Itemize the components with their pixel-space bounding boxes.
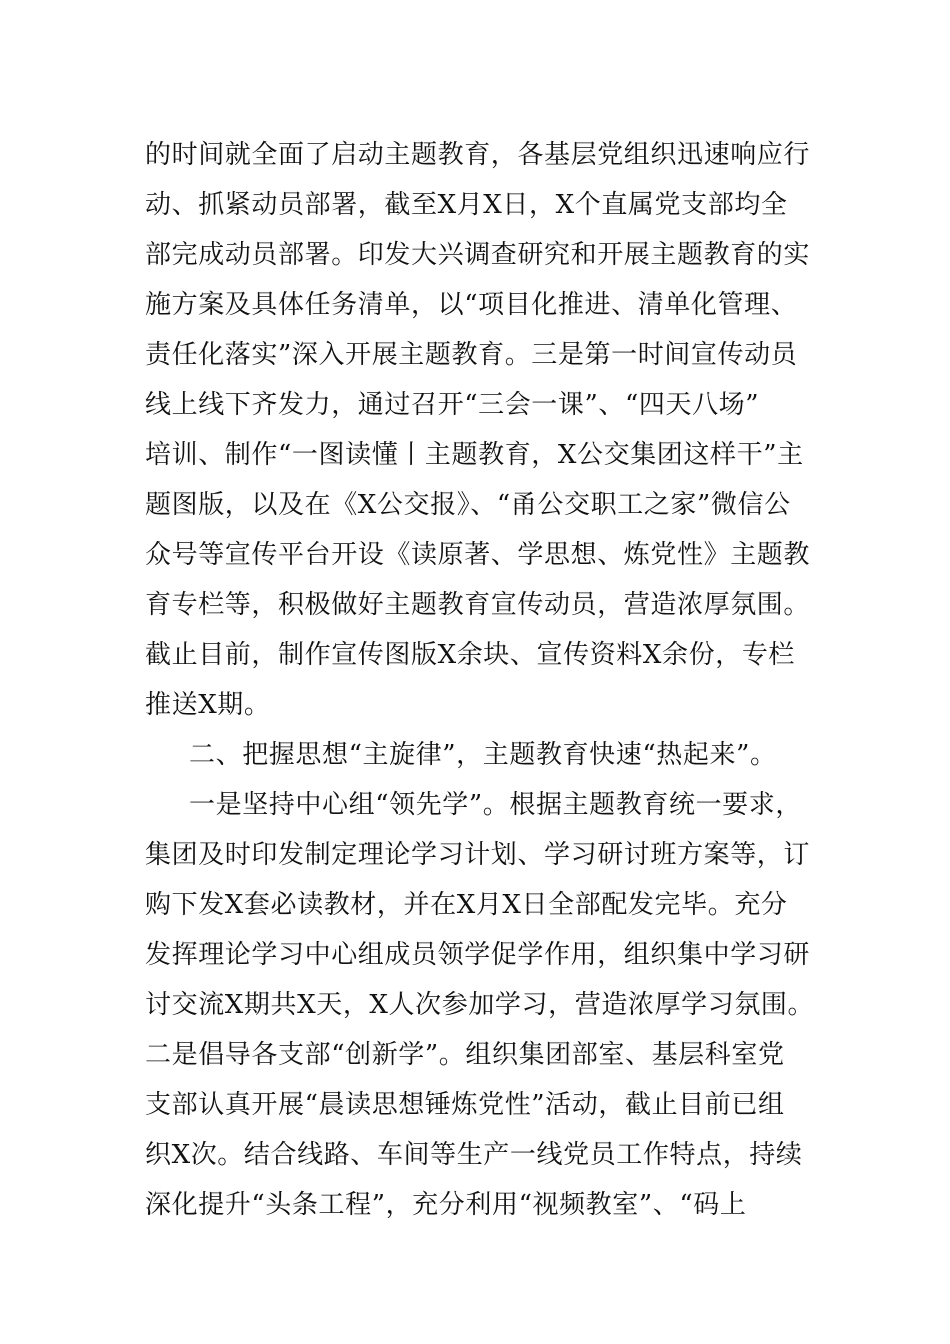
text-line-6: 线上线下齐发力，通过召开“三会一课”、“四天八场” [145, 390, 760, 420]
text-line-7: 培训、制作“一图读懂丨主题教育，X公交集团这样干”主 [145, 440, 804, 470]
text-line-5: 责任化落实”深入开展主题教育。三是第一时间宣传动员 [145, 340, 798, 370]
text-line-19: 二是倡导各支部“创新学”。组织集团部室、基层科室党 [145, 1040, 785, 1070]
text-line-21: 织X次。结合线路、车间等生产一线党员工作特点，持续 [145, 1140, 803, 1170]
text-line-22: 深化提升“头条工程”，充分利用“视频教室”、“码上 [145, 1190, 747, 1220]
text-line-8: 题图版，以及在《X公交报》、“甬公交职工之家”微信公 [145, 490, 791, 520]
text-line-2: 动、抓紧动员部署，截至X月X日，X个直属党支部均全 [145, 190, 788, 220]
text-line-15: 集团及时印发制定理论学习计划、学习研讨班方案等，订 [145, 840, 811, 870]
section-heading: 二、把握思想“主旋律”，主题教育快速“热起来”。 [189, 740, 777, 770]
text-line-9: 众号等宣传平台开设《读原著、学思想、炼党性》主题教 [145, 540, 811, 570]
text-line-4: 施方案及具体任务清单，以“项目化推进、清单化管理、 [145, 290, 798, 320]
body-text [145, 130, 845, 1230]
text-line-17: 发挥理论学习中心组成员领学促学作用，组织集中学习研 [145, 940, 811, 970]
text-line-18: 讨交流X期共X天，X人次参加学习，营造浓厚学习氛围。 [145, 990, 815, 1020]
text-line-10: 育专栏等，积极做好主题教育宣传动员，营造浓厚氛围。 [145, 590, 811, 620]
text-line-3: 部完成动员部署。印发大兴调查研究和开展主题教育的实 [145, 240, 811, 270]
text-line-14: 一是坚持中心组“领先学”。根据主题教育统一要求， [189, 790, 802, 820]
text-line-12: 推送X期。 [145, 690, 271, 720]
text-line-11: 截止目前，制作宣传图版X余块、宣传资料X余份，专栏 [145, 640, 796, 670]
text-line-20: 支部认真开展“晨读思想锤炼党性”活动，截止目前已组 [145, 1090, 785, 1120]
text-line-16: 购下发X套必读教材，并在X月X日全部配发完毕。充分 [145, 890, 788, 920]
text-line-1: 的时间就全面了启动主题教育，各基层党组织迅速响应行 [145, 140, 811, 170]
